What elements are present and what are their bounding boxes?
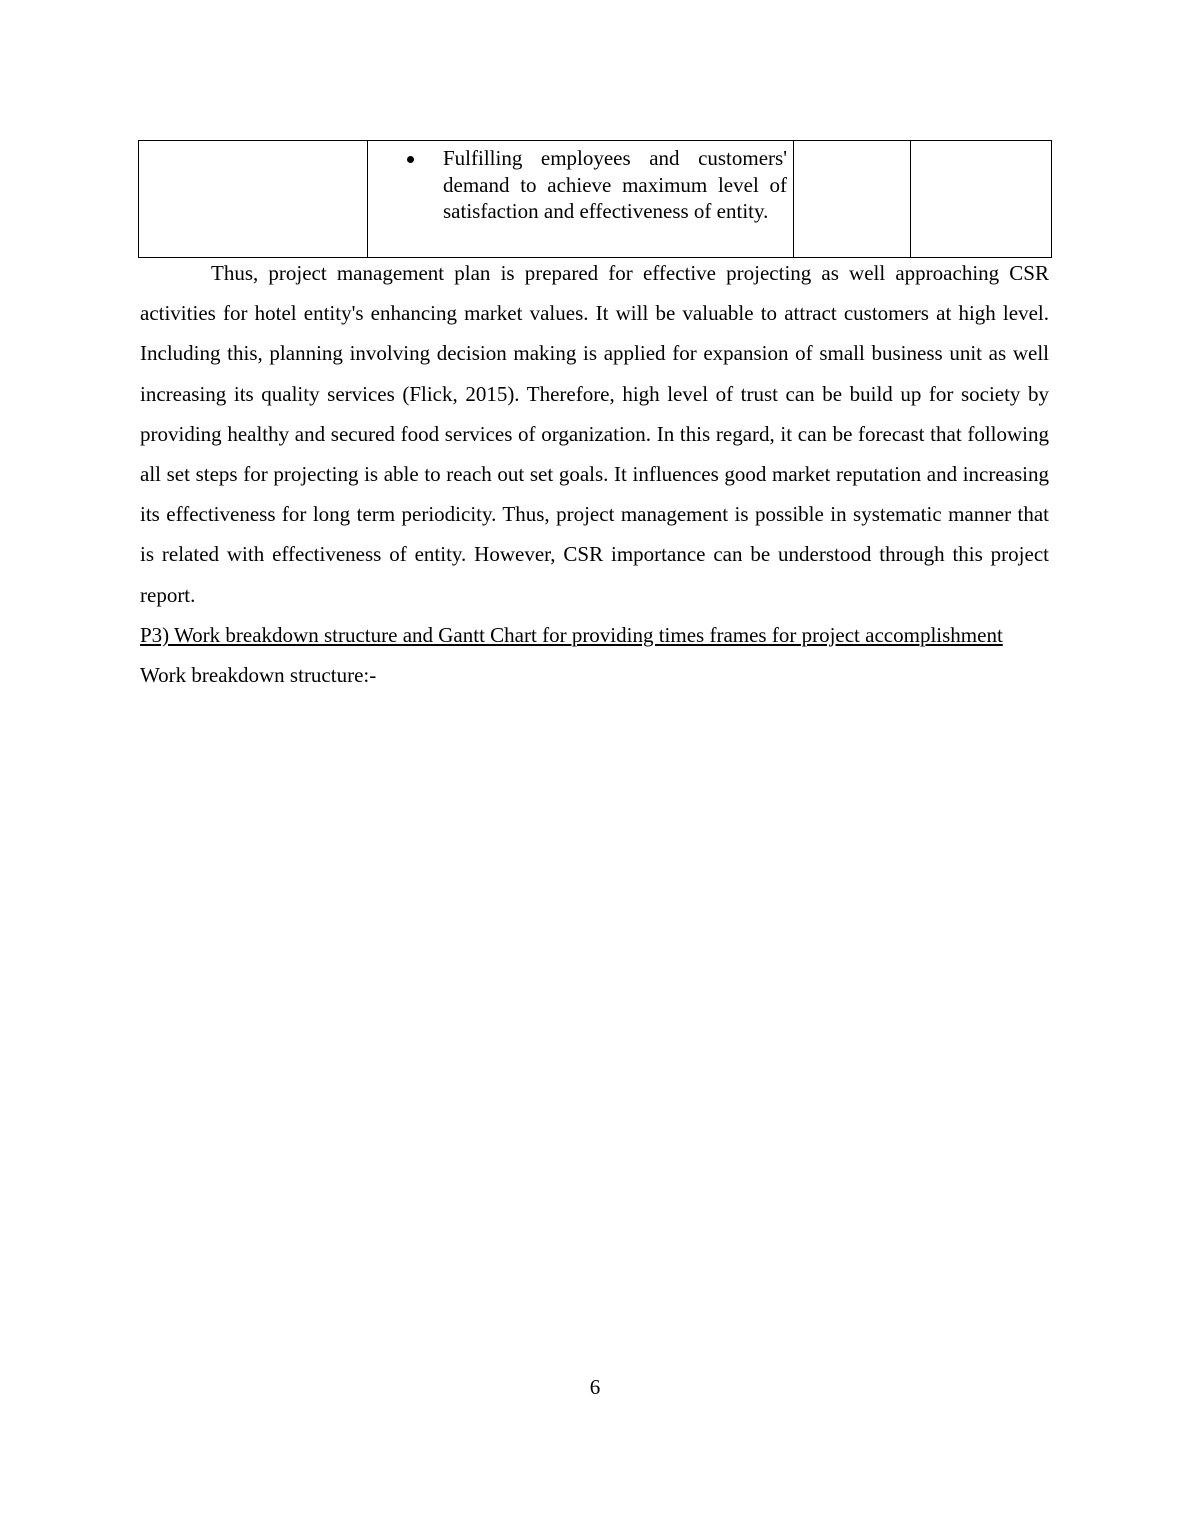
table-cell-3 <box>794 141 911 258</box>
section-heading-p3: P3) Work breakdown structure and Gantt Chart for providing times frames for project accomplishment <box>140 622 1003 647</box>
paragraph-main: Thus, project management plan is prepared for effective projecting as well approaching CSR activities for hotel entity's enhancing market values. It will be valuable to attract customers at high level. Including this, planning involving decision making is applied for expansion of small business unit as well increasing its quality services (Flick, 2015). Therefore, high level of trust can be build up for society by providing healthy and secured food services of organization. In this regard, it can be forecast that following all set steps for projecting is able to reach out set goals. It influences good market reputation and increasing its effectiveness for long term periodicity. Thus, project management is possible in systematic manner that is related with effectiveness of entity. However, CSR importance can be understood through this project report. <box>140 261 1049 607</box>
subheading-wbs: Work breakdown structure:- <box>140 663 377 688</box>
table-cell-1 <box>139 141 368 258</box>
table-cell-2 <box>368 141 794 258</box>
continued-table <box>138 140 1052 258</box>
body-text <box>140 253 1049 695</box>
bullet-icon <box>407 156 414 163</box>
table-row <box>139 141 1052 258</box>
table-cell-4 <box>911 141 1052 258</box>
bullet-list <box>368 141 793 225</box>
list-item <box>368 145 787 225</box>
page-number: 6 <box>589 1375 601 1399</box>
bullet-text: Fulfilling employees and customers' demand to achieve maximum level of satisfaction and effectiveness of entity. <box>443 146 787 223</box>
